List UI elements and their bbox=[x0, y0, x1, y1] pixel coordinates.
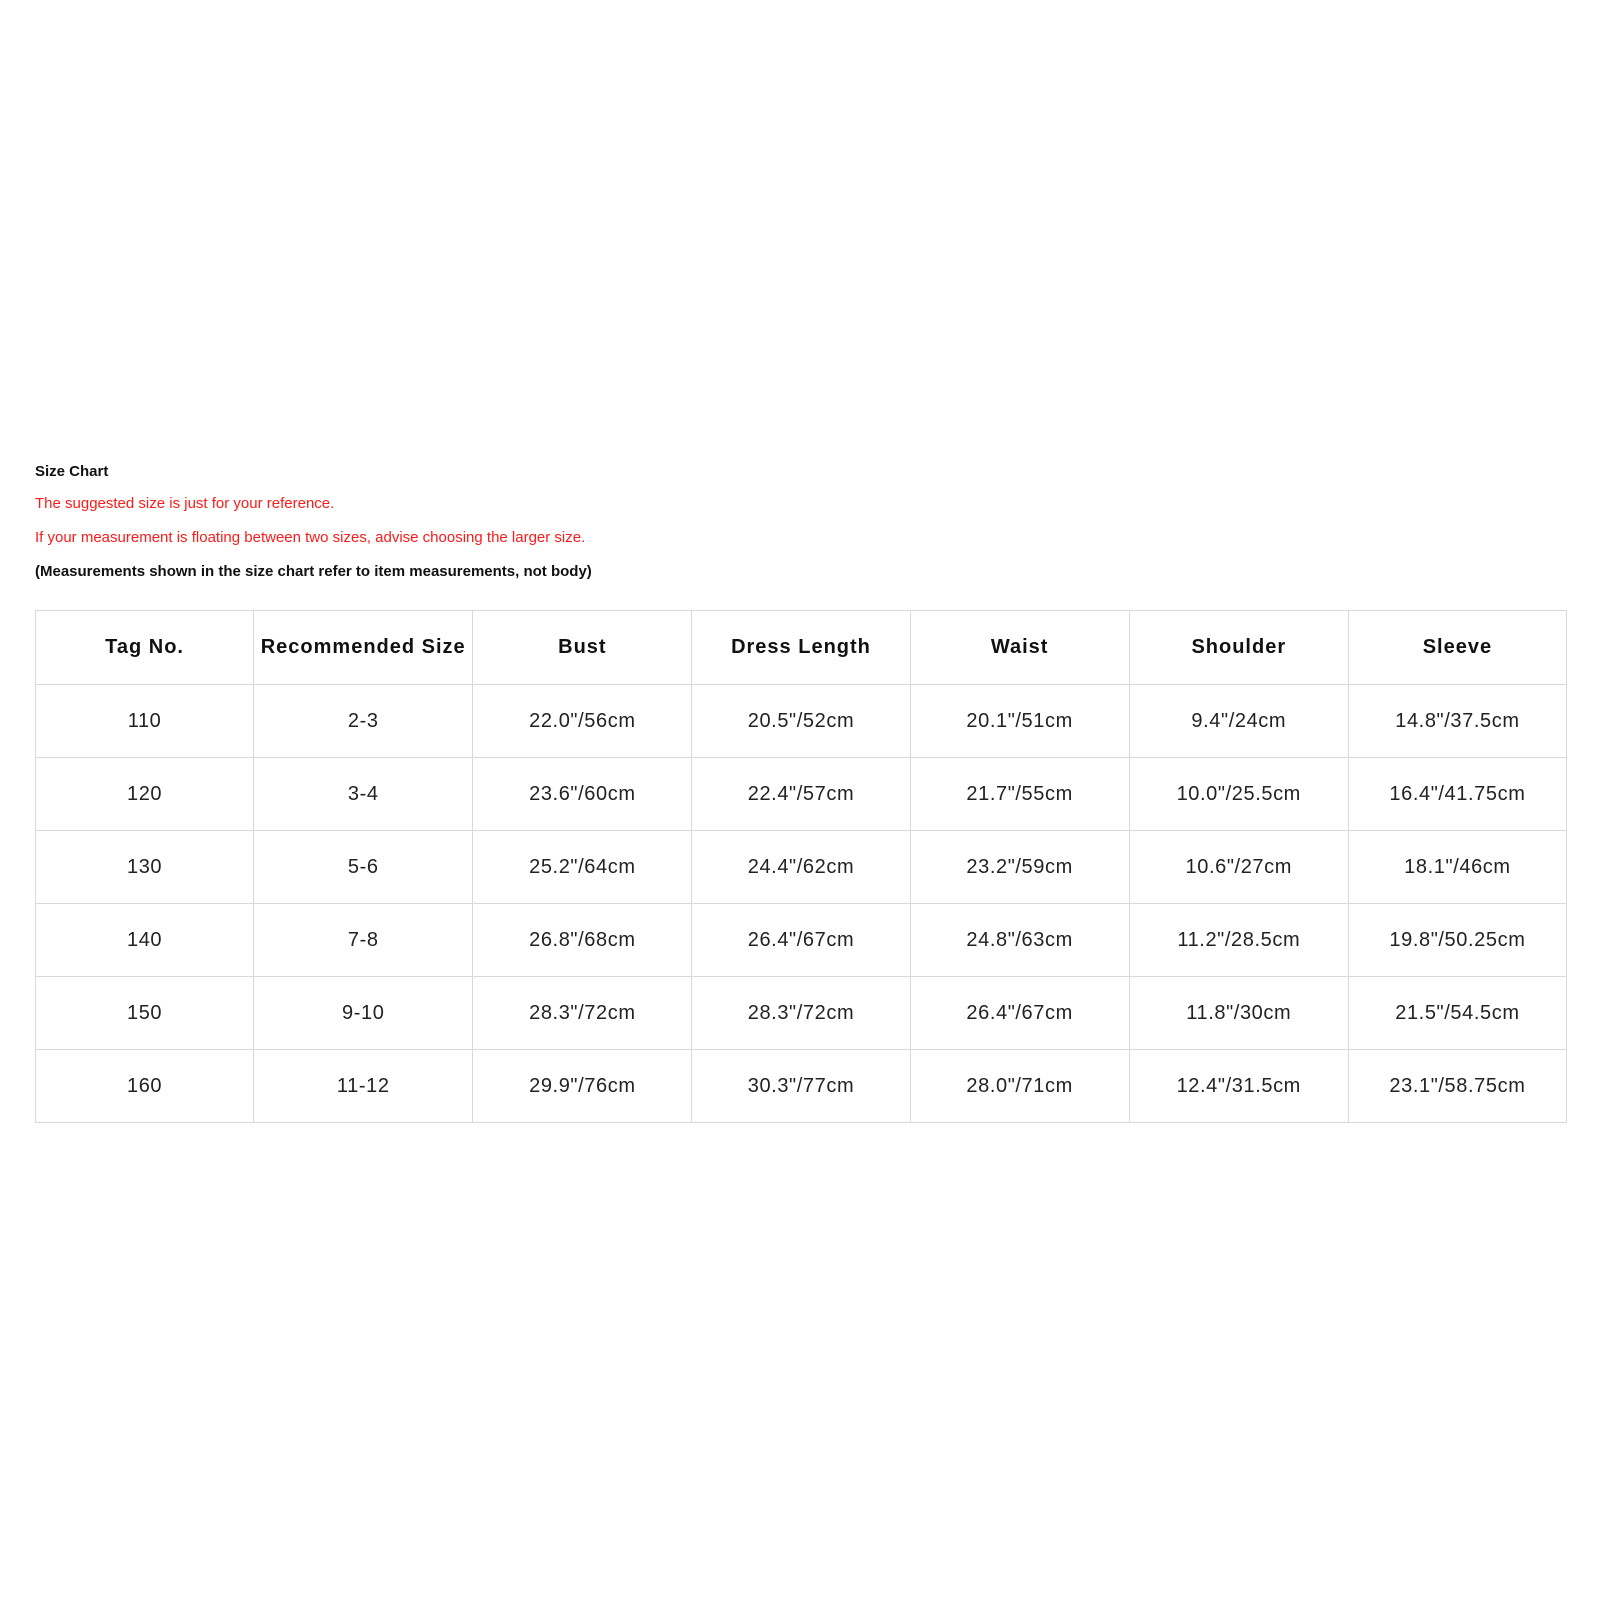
cell-waist: 24.8"/63cm bbox=[910, 904, 1129, 977]
column-header-tag-no: Tag No. bbox=[36, 611, 254, 685]
table-row bbox=[36, 977, 1567, 1050]
page-title: Size Chart bbox=[35, 463, 109, 480]
cell-dress-length: 24.4"/62cm bbox=[692, 831, 910, 904]
cell-waist: 21.7"/55cm bbox=[910, 758, 1129, 831]
cell-recommended-size: 2-3 bbox=[254, 685, 473, 758]
cell-recommended-size: 5-6 bbox=[254, 831, 473, 904]
cell-dress-length: 22.4"/57cm bbox=[692, 758, 910, 831]
table-row bbox=[36, 685, 1567, 758]
column-header-dress-length: Dress Length bbox=[692, 611, 910, 685]
cell-tag-no: 110 bbox=[36, 685, 254, 758]
measurement-disclaimer: (Measurements shown in the size chart refer to item measurements, not body) bbox=[35, 563, 592, 580]
cell-waist: 26.4"/67cm bbox=[910, 977, 1129, 1050]
cell-sleeve: 19.8"/50.25cm bbox=[1348, 904, 1566, 977]
cell-shoulder: 11.8"/30cm bbox=[1129, 977, 1348, 1050]
cell-dress-length: 30.3"/77cm bbox=[692, 1050, 910, 1123]
column-header-waist: Waist bbox=[910, 611, 1129, 685]
cell-recommended-size: 7-8 bbox=[254, 904, 473, 977]
column-header-sleeve: Sleeve bbox=[1348, 611, 1566, 685]
cell-dress-length: 28.3"/72cm bbox=[692, 977, 910, 1050]
cell-bust: 23.6"/60cm bbox=[473, 758, 692, 831]
sizing-advice-note: If your measurement is floating between two sizes, advise choosing the larger size. bbox=[35, 529, 586, 546]
cell-sleeve: 23.1"/58.75cm bbox=[1348, 1050, 1566, 1123]
cell-waist: 23.2"/59cm bbox=[910, 831, 1129, 904]
table-header-row bbox=[36, 611, 1567, 685]
cell-tag-no: 140 bbox=[36, 904, 254, 977]
table-row bbox=[36, 904, 1567, 977]
cell-waist: 28.0"/71cm bbox=[910, 1050, 1129, 1123]
column-header-recommended-size: Recommended Size bbox=[254, 611, 473, 685]
cell-shoulder: 11.2"/28.5cm bbox=[1129, 904, 1348, 977]
column-header-bust: Bust bbox=[473, 611, 692, 685]
cell-tag-no: 160 bbox=[36, 1050, 254, 1123]
cell-sleeve: 18.1"/46cm bbox=[1348, 831, 1566, 904]
column-header-shoulder: Shoulder bbox=[1129, 611, 1348, 685]
cell-bust: 26.8"/68cm bbox=[473, 904, 692, 977]
table-row bbox=[36, 831, 1567, 904]
cell-shoulder: 10.0"/25.5cm bbox=[1129, 758, 1348, 831]
cell-shoulder: 12.4"/31.5cm bbox=[1129, 1050, 1348, 1123]
cell-bust: 29.9"/76cm bbox=[473, 1050, 692, 1123]
cell-shoulder: 10.6"/27cm bbox=[1129, 831, 1348, 904]
cell-recommended-size: 11-12 bbox=[254, 1050, 473, 1123]
cell-bust: 22.0"/56cm bbox=[473, 685, 692, 758]
table-row bbox=[36, 1050, 1567, 1123]
cell-bust: 25.2"/64cm bbox=[473, 831, 692, 904]
cell-shoulder: 9.4"/24cm bbox=[1129, 685, 1348, 758]
cell-bust: 28.3"/72cm bbox=[473, 977, 692, 1050]
cell-sleeve: 16.4"/41.75cm bbox=[1348, 758, 1566, 831]
cell-recommended-size: 9-10 bbox=[254, 977, 473, 1050]
reference-note: The suggested size is just for your reference. bbox=[35, 495, 335, 512]
cell-dress-length: 20.5"/52cm bbox=[692, 685, 910, 758]
cell-sleeve: 14.8"/37.5cm bbox=[1348, 685, 1566, 758]
cell-sleeve: 21.5"/54.5cm bbox=[1348, 977, 1566, 1050]
cell-tag-no: 150 bbox=[36, 977, 254, 1050]
table-row bbox=[36, 758, 1567, 831]
size-table bbox=[35, 610, 1567, 1123]
cell-tag-no: 130 bbox=[36, 831, 254, 904]
cell-dress-length: 26.4"/67cm bbox=[692, 904, 910, 977]
cell-waist: 20.1"/51cm bbox=[910, 685, 1129, 758]
size-chart-header bbox=[35, 463, 1565, 583]
cell-recommended-size: 3-4 bbox=[254, 758, 473, 831]
cell-tag-no: 120 bbox=[36, 758, 254, 831]
